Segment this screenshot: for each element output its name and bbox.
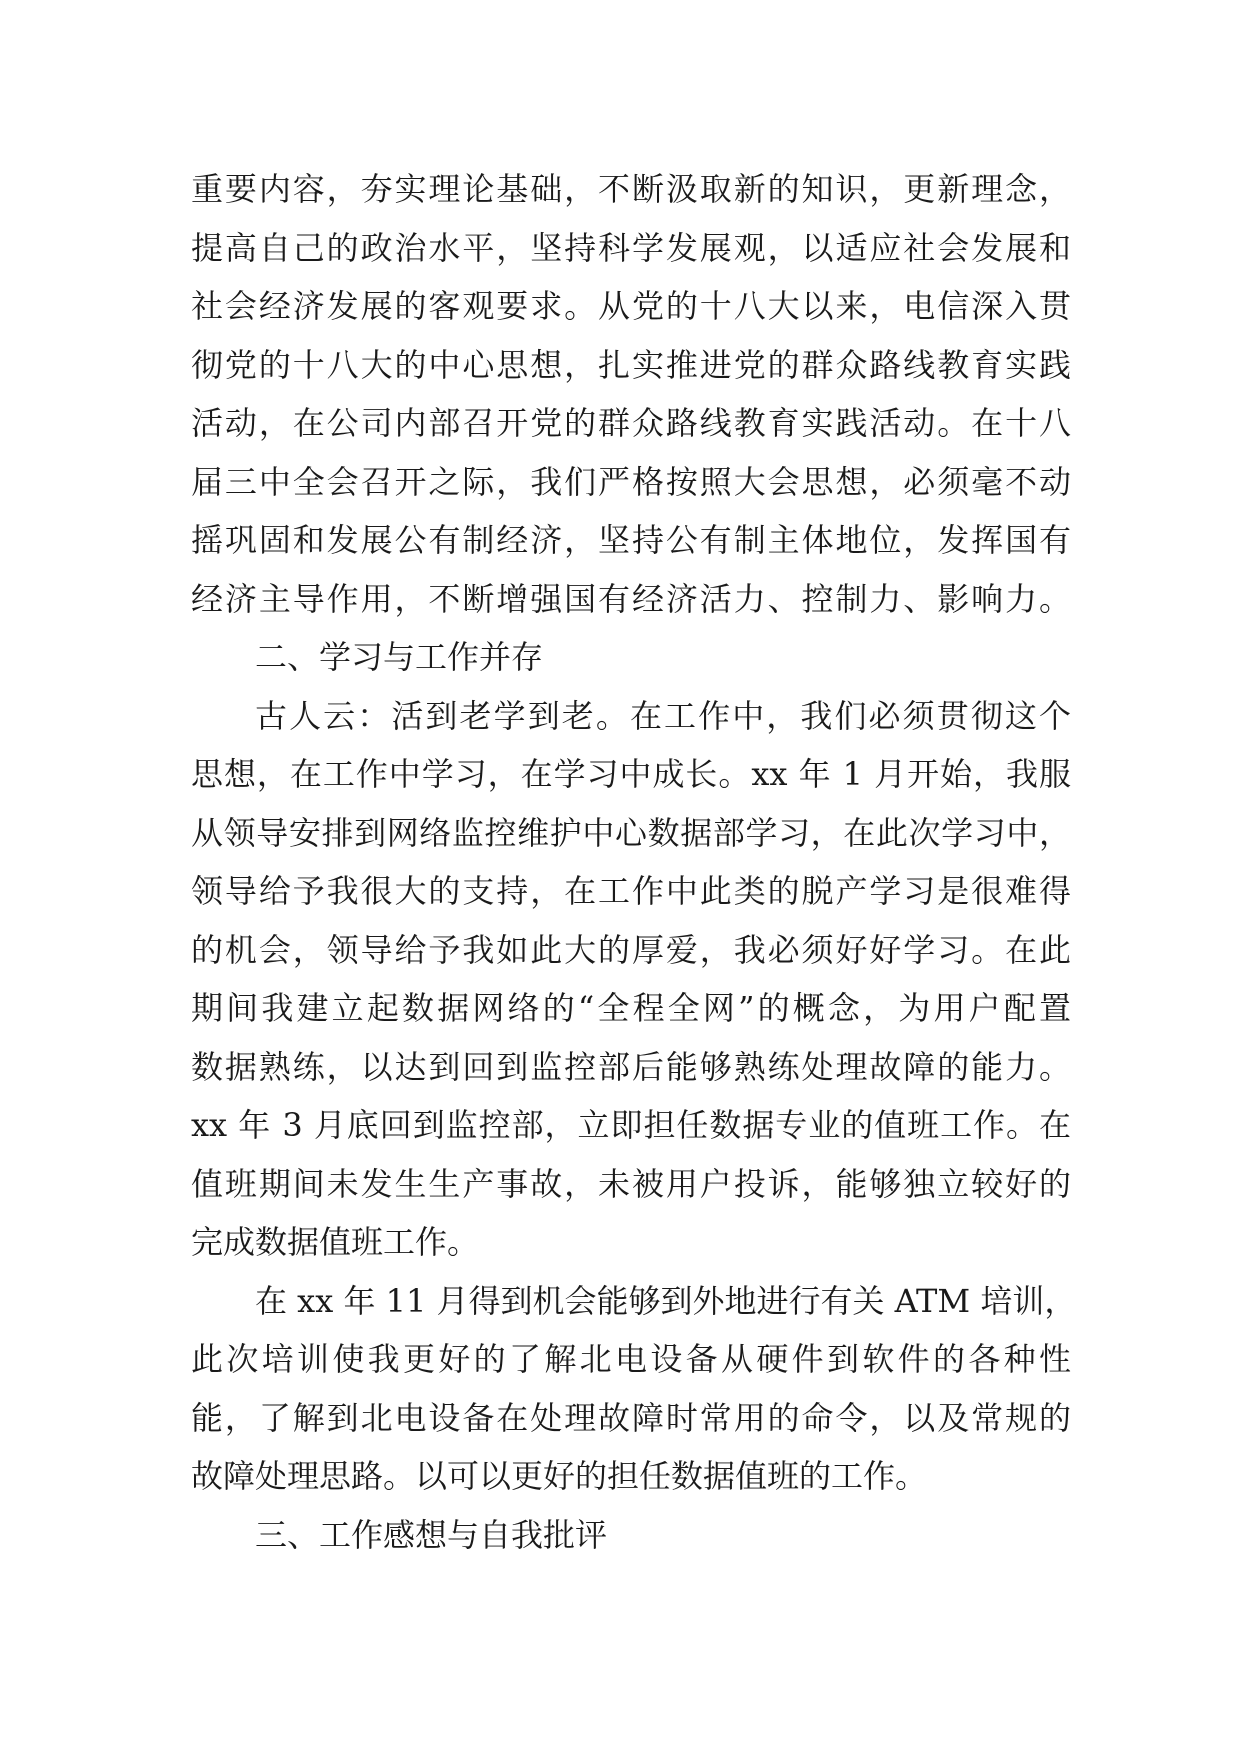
document-body bbox=[191, 160, 1077, 1564]
text-line: 摇巩固和发展公有制经济，坚持公有制主体地位，发挥国有 bbox=[191, 521, 1071, 559]
text-line: 在 xx 年 11 月得到机会能够到外地进行有关 ATM 培训， bbox=[255, 1281, 1077, 1320]
text-line: 从领导安排到网络监控维护中心数据部学习，在此次学习中， bbox=[191, 813, 1071, 852]
text-line: 完成数据值班工作。 bbox=[191, 1223, 480, 1261]
text-line: 活动，在公司内部召开党的群众路线教育实践活动。在十八 bbox=[191, 404, 1071, 442]
text-line: 数据熟练，以达到回到监控部后能够熟练处理故障的能力。 bbox=[191, 1047, 1071, 1086]
text-line: xx 年 3 月底回到监控部，立即担任数据专业的值班工作。在 bbox=[191, 1106, 1071, 1144]
text-line: 经济主导作用，不断增强国有经济活力、控制力、影响力。 bbox=[191, 579, 1071, 618]
text-line: 值班期间未发生生产事故，未被用户投诉，能够独立较好的 bbox=[191, 1164, 1071, 1203]
text-line: 故障处理思路。以可以更好的担任数据值班的工作。 bbox=[191, 1457, 928, 1495]
text-line: 彻党的十八大的中心思想，扎实推进党的群众路线教育实践 bbox=[191, 345, 1071, 384]
text-line: 的机会，领导给予我如此大的厚爱，我必须好好学习。在此 bbox=[191, 930, 1071, 969]
text-line: 能，了解到北电设备在处理故障时常用的命令，以及常规的 bbox=[191, 1398, 1071, 1437]
text-line: 领导给予我很大的支持，在工作中此类的脱产学习是很难得 bbox=[191, 872, 1071, 910]
text-line: 古人云：活到老学到老。在工作中，我们必须贯彻这个 bbox=[255, 696, 1071, 735]
section-heading: 三、工作感想与自我批评 bbox=[255, 1515, 608, 1554]
text-line: 提高自己的政治水平，坚持科学发展观，以适应社会发展和 bbox=[191, 228, 1071, 267]
text-line: 思想，在工作中学习，在学习中成长。xx 年 1 月开始，我服 bbox=[191, 755, 1071, 793]
section-heading: 二、学习与工作并存 bbox=[255, 638, 544, 676]
text-line: 此次培训使我更好的了解北电设备从硬件到软件的各种性 bbox=[191, 1340, 1071, 1378]
text-line: 社会经济发展的客观要求。从党的十八大以来，电信深入贯 bbox=[191, 287, 1071, 325]
text-line: 届三中全会召开之际，我们严格按照大会思想，必须毫不动 bbox=[191, 462, 1071, 501]
text-line: 期间我建立起数据网络的“全程全网”的概念，为用户配置 bbox=[191, 989, 1071, 1027]
text-line: 重要内容，夯实理论基础，不断汲取新的知识，更新理念， bbox=[191, 170, 1071, 208]
